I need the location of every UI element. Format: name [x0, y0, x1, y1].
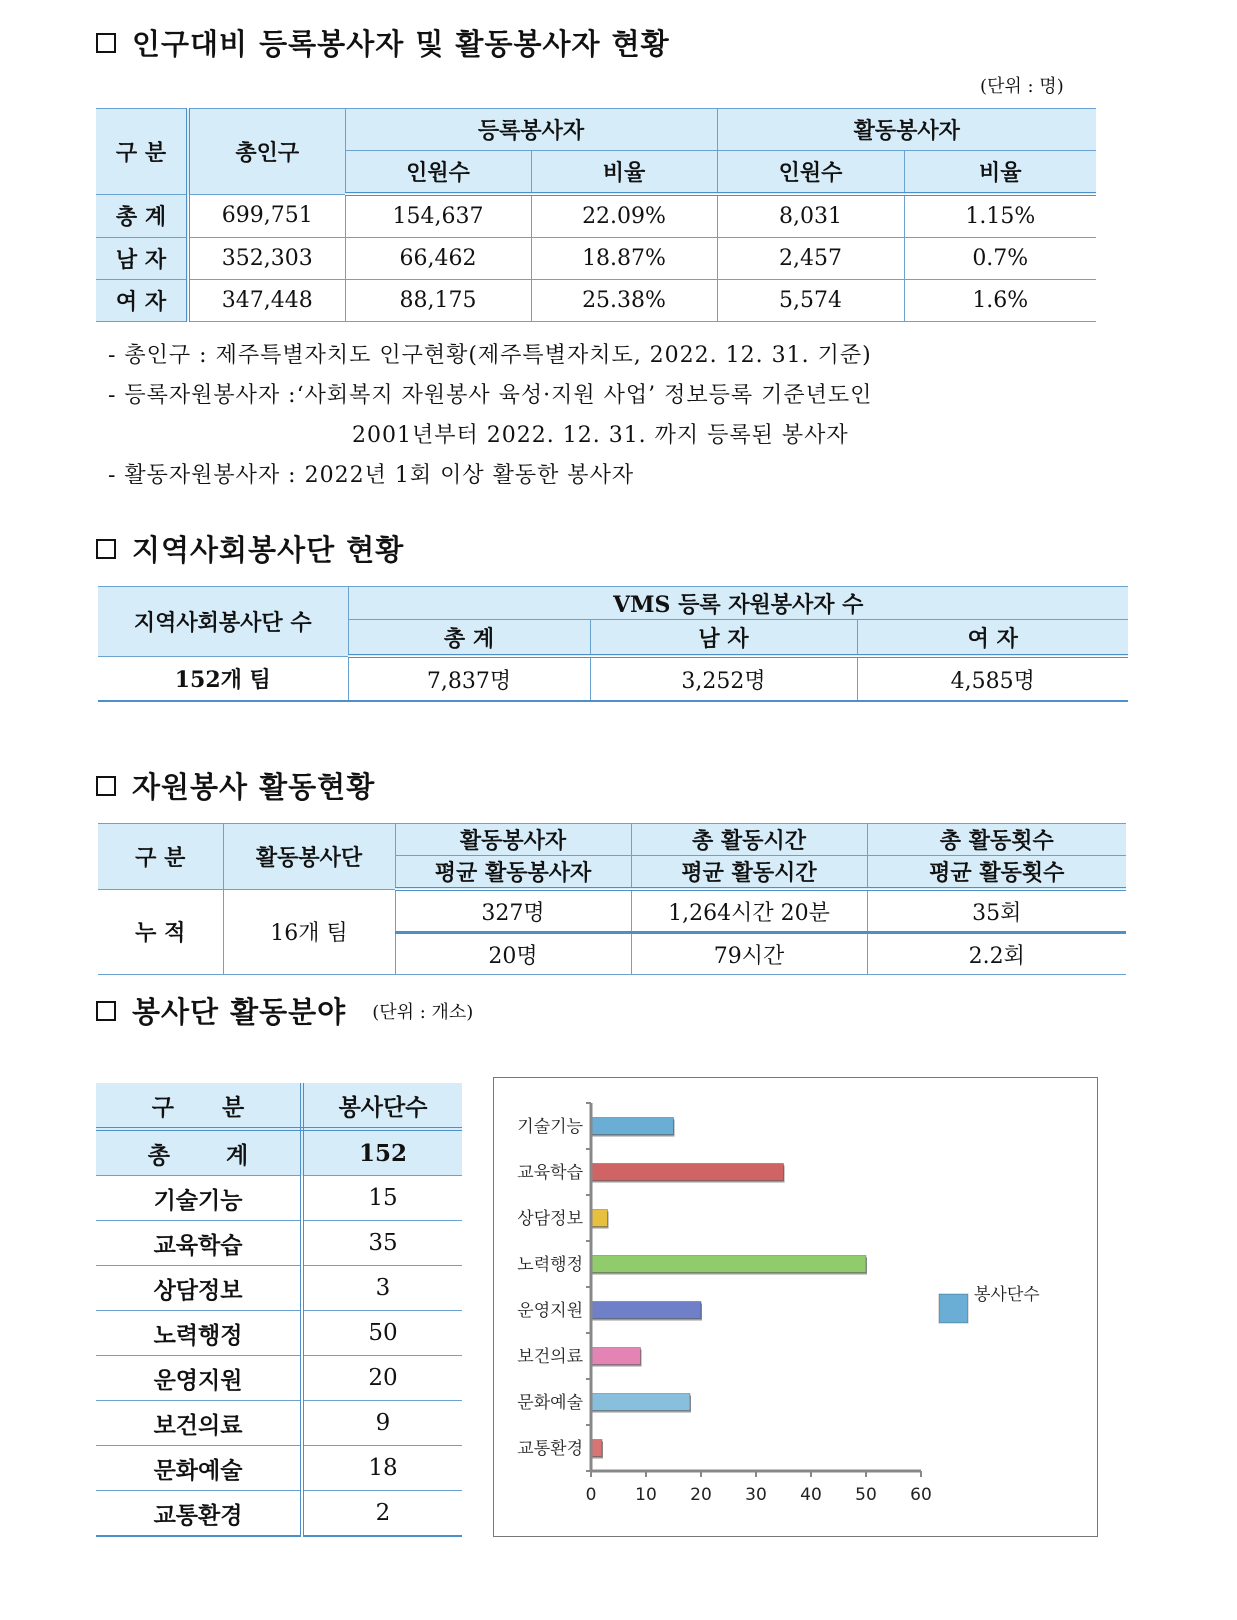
x-tick-label: 0 — [585, 1485, 597, 1505]
header-registered: 등록봉사자 — [345, 109, 717, 151]
cell-female: 4,585명 — [857, 656, 1128, 701]
table-row — [96, 1401, 462, 1446]
header-avg-hours: 평균 활동시간 — [631, 856, 867, 890]
y-tick-label: 운영지원 — [517, 1301, 583, 1321]
cell-value: 2 — [302, 1491, 462, 1537]
x-tick-label: 10 — [635, 1485, 657, 1505]
section1-title-text: 인구대비 등록봉사자 및 활동봉사자 현황 — [132, 27, 670, 61]
cell-value: 20 — [302, 1356, 462, 1401]
cell-teams: 16개 팀 — [223, 889, 395, 975]
y-tick-label: 기술기능 — [517, 1117, 583, 1137]
y-tick-label: 노력행정 — [517, 1255, 583, 1275]
field-table — [96, 1083, 462, 1537]
community-team-table — [98, 586, 1128, 702]
cell-value: 152 — [302, 1129, 462, 1176]
checkbox-square-icon — [96, 539, 116, 559]
cell-hours: 1,264시간 20분 — [631, 889, 867, 933]
cell-act-count: 8,031 — [717, 194, 904, 238]
header-avg-volunteers: 평균 활동봉사자 — [395, 856, 631, 890]
header-gubun: 구 분 — [96, 109, 188, 195]
x-tick-label: 20 — [690, 1485, 712, 1505]
header-gubun: 구 분 — [96, 1083, 302, 1129]
header-act-ratio: 비율 — [904, 151, 1096, 195]
cell-avg-hours: 79시간 — [631, 933, 867, 975]
bar — [591, 1256, 866, 1273]
cell-value: 50 — [302, 1311, 462, 1356]
table-row — [96, 1491, 462, 1537]
table-row — [96, 194, 1096, 238]
row-label: 노력행정 — [96, 1311, 302, 1356]
population-volunteer-table — [96, 108, 1096, 322]
x-tick-label: 40 — [800, 1485, 822, 1505]
y-tick-label: 문화예술 — [517, 1393, 583, 1413]
table-row — [98, 889, 1126, 933]
section1-title — [96, 22, 670, 63]
checkbox-square-icon — [96, 776, 116, 796]
cell-pop: 699,751 — [188, 194, 345, 238]
cell-act-count: 5,574 — [717, 280, 904, 322]
header-female: 여 자 — [857, 620, 1128, 657]
header-total-pop: 총인구 — [188, 109, 345, 195]
row-label: 교통환경 — [96, 1491, 302, 1537]
cell-avg-times: 2.2회 — [867, 933, 1126, 975]
section1-unit: (단위 : 명) — [980, 76, 1064, 97]
y-tick-label: 상담정보 — [517, 1209, 583, 1229]
volunteer-activity-table — [98, 823, 1126, 975]
row-label: 문화예술 — [96, 1446, 302, 1491]
bar — [591, 1394, 690, 1411]
section4-title-text: 봉사단 활동분야 — [132, 995, 347, 1029]
header-male: 남 자 — [590, 620, 857, 657]
cell-avg-volunteers: 20명 — [395, 933, 631, 975]
section3-title — [96, 765, 375, 806]
bar — [591, 1348, 641, 1365]
row-label: 누 적 — [98, 889, 223, 975]
header-avg-times: 평균 활동횟수 — [867, 856, 1126, 890]
cell-volunteers: 327명 — [395, 889, 631, 933]
table-row — [96, 238, 1096, 280]
row-label: 총 계 — [96, 194, 188, 238]
row-label: 남 자 — [96, 238, 188, 280]
table-row — [96, 1221, 462, 1266]
bar — [591, 1302, 701, 1319]
section4-title — [96, 990, 473, 1031]
chart-svg — [494, 1078, 1097, 1536]
y-tick-label: 보건의료 — [517, 1347, 583, 1367]
header-vms: VMS 등록 자원봉사자 수 — [348, 587, 1128, 620]
cell-value: 9 — [302, 1401, 462, 1446]
header-reg-count: 인원수 — [345, 151, 531, 195]
table-row — [96, 1446, 462, 1491]
cell-total: 7,837명 — [348, 656, 590, 701]
header-act-count: 인원수 — [717, 151, 904, 195]
note-registered-cont: 2001년부터 2022. 12. 31. 까지 등록된 봉사자 — [352, 423, 849, 448]
bar — [591, 1118, 674, 1135]
field-bar-chart — [493, 1077, 1098, 1537]
section3-title-text: 자원봉사 활동현황 — [132, 770, 376, 804]
cell-times: 35회 — [867, 889, 1126, 933]
row-label: 보건의료 — [96, 1401, 302, 1446]
table-row — [96, 1356, 462, 1401]
cell-reg-ratio: 18.87% — [531, 238, 717, 280]
x-tick-label: 50 — [855, 1485, 877, 1505]
row-label: 기술기능 — [96, 1176, 302, 1221]
cell-value: 15 — [302, 1176, 462, 1221]
header-count: 봉사단수 — [302, 1083, 462, 1129]
row-label: 교육학습 — [96, 1221, 302, 1266]
cell-act-ratio: 1.6% — [904, 280, 1096, 322]
cell-reg-count: 154,637 — [345, 194, 531, 238]
cell-pop: 352,303 — [188, 238, 345, 280]
table-row — [96, 1129, 462, 1176]
legend-label: 봉사단수 — [974, 1285, 1040, 1305]
header-volunteers: 활동봉사자 — [395, 824, 631, 856]
cell-act-count: 2,457 — [717, 238, 904, 280]
cell-reg-ratio: 25.38% — [531, 280, 717, 322]
checkbox-square-icon — [96, 1001, 116, 1021]
bar — [591, 1440, 602, 1457]
legend-swatch — [939, 1294, 968, 1323]
bar — [591, 1164, 784, 1181]
cell-male: 3,252명 — [590, 656, 857, 701]
header-times: 총 활동횟수 — [867, 824, 1126, 856]
section4-unit: (단위 : 개소) — [372, 1001, 474, 1023]
cell-reg-ratio: 22.09% — [531, 194, 717, 238]
row-label: 총 계 — [96, 1129, 302, 1176]
note-active: - 활동자원봉사자 : 2022년 1회 이상 활동한 봉사자 — [108, 463, 635, 488]
x-tick-label: 30 — [745, 1485, 767, 1505]
header-teams: 지역사회봉사단 수 — [98, 587, 348, 657]
cell-value: 35 — [302, 1221, 462, 1266]
y-tick-label: 교통환경 — [517, 1439, 583, 1459]
header-reg-ratio: 비율 — [531, 151, 717, 195]
cell-reg-count: 88,175 — [345, 280, 531, 322]
cell-teams: 152개 팀 — [98, 656, 348, 701]
row-label: 상담정보 — [96, 1266, 302, 1311]
cell-value: 3 — [302, 1266, 462, 1311]
note-registered: - 등록자원봉사자 :‘사회복지 자원봉사 육성·지원 사업’ 정보등록 기준년도인 — [108, 383, 873, 408]
checkbox-square-icon — [96, 33, 116, 53]
section2-title-text: 지역사회봉사단 현황 — [132, 533, 405, 567]
table-row — [96, 1311, 462, 1356]
header-total: 총 계 — [348, 620, 590, 657]
header-gubun: 구 분 — [98, 824, 223, 890]
y-tick-label: 교육학습 — [517, 1163, 583, 1183]
table-row — [96, 1266, 462, 1311]
table-row — [96, 280, 1096, 322]
table-row — [98, 656, 1128, 701]
header-teams: 활동봉사단 — [223, 824, 395, 890]
table-row — [96, 1176, 462, 1221]
header-hours: 총 활동시간 — [631, 824, 867, 856]
row-label: 여 자 — [96, 280, 188, 322]
cell-value: 18 — [302, 1446, 462, 1491]
cell-reg-count: 66,462 — [345, 238, 531, 280]
cell-pop: 347,448 — [188, 280, 345, 322]
x-tick-label: 60 — [910, 1485, 932, 1505]
bar — [591, 1210, 608, 1227]
cell-act-ratio: 0.7% — [904, 238, 1096, 280]
note-total-pop: - 총인구 : 제주특별자치도 인구현황(제주특별자치도, 2022. 12. 31. 기준) — [108, 343, 872, 368]
row-label: 운영지원 — [96, 1356, 302, 1401]
section2-title — [96, 528, 404, 569]
cell-act-ratio: 1.15% — [904, 194, 1096, 238]
header-active: 활동봉사자 — [717, 109, 1096, 151]
